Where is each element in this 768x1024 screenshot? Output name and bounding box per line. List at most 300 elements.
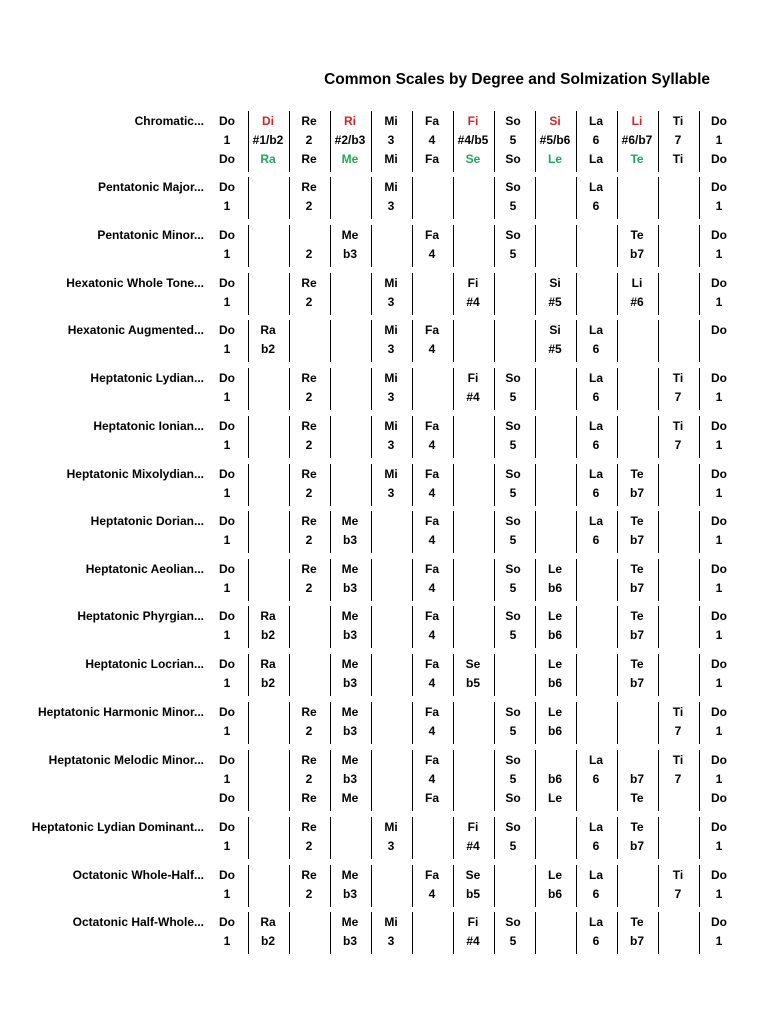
column-divider <box>371 511 372 553</box>
solfege-syllable: Do <box>219 323 235 337</box>
scale-name: Heptatonic Lydian... <box>90 371 204 385</box>
column-divider <box>576 702 577 744</box>
solfege-syllable: Do <box>711 609 727 623</box>
scale-degree: #4 <box>466 390 480 404</box>
scale-degree: 1 <box>223 839 231 853</box>
scale-degree: 1 <box>223 342 231 356</box>
column-divider <box>576 654 577 696</box>
solfege-syllable: Ti <box>672 753 684 767</box>
solfege-syllable: Me <box>341 791 359 805</box>
solfege-syllable: So <box>505 371 521 385</box>
column-divider <box>453 416 454 458</box>
scale-degree: 6 <box>592 486 600 500</box>
column-divider <box>535 416 536 458</box>
column-divider <box>617 177 618 219</box>
scale-degree: 3 <box>387 486 395 500</box>
solfege-syllable: Re <box>301 276 317 290</box>
solfege-syllable: Me <box>341 705 359 719</box>
solfege-syllable: Le <box>547 152 562 166</box>
scale-degree: b5 <box>465 676 480 690</box>
column-divider <box>371 225 372 267</box>
solfege-syllable: Le <box>547 791 562 805</box>
solfege-syllable: La <box>588 467 603 481</box>
scale-degree: 2 <box>305 438 313 452</box>
scale-degree: 6 <box>592 887 600 901</box>
solfege-syllable: Ra <box>260 152 276 166</box>
solfege-syllable: Do <box>711 114 727 128</box>
solfege-syllable: Te <box>630 228 644 242</box>
scale-degree: 5 <box>509 390 517 404</box>
solfege-syllable: Re <box>301 753 317 767</box>
solfege-syllable: Li <box>631 114 643 128</box>
scale-degree: 1 <box>715 533 723 547</box>
solfege-syllable: Re <box>301 180 317 194</box>
scale-degree: 6 <box>592 342 600 356</box>
scale-name: Heptatonic Lydian Dominant... <box>31 820 204 834</box>
scale-degree: b6 <box>547 887 562 901</box>
scale-degree: 4 <box>428 486 436 500</box>
column-divider <box>248 559 249 601</box>
scale-degree: 5 <box>509 486 517 500</box>
scale-degree: 6 <box>592 934 600 948</box>
scale-degree: 5 <box>509 133 517 147</box>
solfege-syllable: Re <box>301 152 317 166</box>
scale-degree: 1 <box>223 628 231 642</box>
scale-degree: #4 <box>466 934 480 948</box>
scale-degree: 4 <box>428 533 436 547</box>
solfege-syllable: Re <box>301 419 317 433</box>
scale-name: Octatonic Half-Whole... <box>72 915 204 929</box>
scale-degree: 3 <box>387 133 395 147</box>
scale-degree: 2 <box>305 295 313 309</box>
scale-degree: b7 <box>629 247 644 261</box>
solfege-syllable: So <box>505 419 521 433</box>
solfege-syllable: Me <box>341 753 359 767</box>
column-divider <box>248 273 249 315</box>
scale-degree: b3 <box>342 772 357 786</box>
solfege-syllable: Mi <box>384 180 398 194</box>
scale-degree: b3 <box>342 887 357 901</box>
solfege-syllable: Fa <box>424 868 439 882</box>
scale-degree: 1 <box>715 199 723 213</box>
scale-degree: b7 <box>629 628 644 642</box>
solfege-syllable: Do <box>219 152 235 166</box>
solfege-syllable: Se <box>465 657 481 671</box>
solfege-syllable: So <box>505 753 521 767</box>
column-divider <box>412 273 413 315</box>
solfege-syllable: Do <box>219 562 235 576</box>
solfege-syllable: Me <box>341 514 359 528</box>
solfege-syllable: Fa <box>424 323 439 337</box>
solfege-syllable: Si <box>549 114 561 128</box>
scale-degree: 1 <box>223 533 231 547</box>
scale-degree: b7 <box>629 533 644 547</box>
solfege-syllable: Do <box>219 180 235 194</box>
solfege-syllable: La <box>588 868 603 882</box>
scale-degree: 4 <box>428 247 436 261</box>
scale-degree: #4 <box>466 839 480 853</box>
scale-degree: 1 <box>715 676 723 690</box>
scale-degree: 7 <box>674 133 682 147</box>
solfege-syllable: Le <box>547 609 562 623</box>
scale-degree: 4 <box>428 772 436 786</box>
scale-degree: #1/b2 <box>252 133 284 147</box>
scale-degree: 6 <box>592 199 600 213</box>
solfege-syllable: Me <box>341 915 359 929</box>
solfege-syllable: Mi <box>384 419 398 433</box>
column-divider <box>535 912 536 954</box>
solfege-syllable: Do <box>711 705 727 719</box>
column-divider <box>658 177 659 219</box>
scale-name: Heptatonic Melodic Minor... <box>48 753 204 767</box>
solfege-syllable: Se <box>465 868 481 882</box>
column-divider <box>494 654 495 696</box>
solfege-syllable: So <box>505 180 521 194</box>
scale-degree: 7 <box>674 887 682 901</box>
solfege-syllable: Me <box>341 228 359 242</box>
column-divider <box>535 817 536 859</box>
scale-degree: 2 <box>305 199 313 213</box>
column-divider <box>330 320 331 362</box>
scale-name: Heptatonic Dorian... <box>90 514 204 528</box>
solfege-syllable: Di <box>262 114 274 128</box>
column-divider <box>617 865 618 907</box>
column-divider <box>412 368 413 410</box>
scale-degree: 4 <box>428 133 436 147</box>
scale-name: Pentatonic Major... <box>97 180 204 194</box>
scale-degree: 5 <box>509 724 517 738</box>
solfege-syllable: Mi <box>384 114 398 128</box>
scale-degree: 1 <box>715 438 723 452</box>
scale-degree: 4 <box>428 724 436 738</box>
solfege-syllable: Do <box>219 657 235 671</box>
solfege-syllable: Do <box>711 152 727 166</box>
scale-degree: b6 <box>547 581 562 595</box>
solfege-syllable: Te <box>630 514 644 528</box>
column-divider <box>289 606 290 648</box>
scale-degree: b3 <box>342 533 357 547</box>
column-divider <box>371 606 372 648</box>
scale-degree: b3 <box>342 628 357 642</box>
solfege-syllable: So <box>505 915 521 929</box>
scale-degree: b7 <box>629 486 644 500</box>
solfege-syllable: Do <box>219 371 235 385</box>
scale-degree: 1 <box>223 295 231 309</box>
solfege-syllable: Ti <box>672 371 684 385</box>
column-divider <box>494 273 495 315</box>
column-divider <box>535 225 536 267</box>
solfege-syllable: La <box>588 323 603 337</box>
column-divider <box>453 606 454 648</box>
solfege-syllable: Do <box>711 467 727 481</box>
column-divider <box>453 225 454 267</box>
column-divider <box>371 702 372 744</box>
solfege-syllable: Fi <box>467 915 479 929</box>
solfege-syllable: Do <box>219 514 235 528</box>
column-divider <box>371 559 372 601</box>
solfege-syllable: Do <box>711 820 727 834</box>
solfege-syllable: Do <box>711 514 727 528</box>
scale-name: Heptatonic Harmonic Minor... <box>37 705 204 719</box>
column-divider <box>576 225 577 267</box>
solfege-syllable: Re <box>301 868 317 882</box>
scale-degree: b2 <box>260 342 275 356</box>
solfege-syllable: Ti <box>672 152 684 166</box>
column-divider <box>535 368 536 410</box>
scale-degree: 5 <box>509 628 517 642</box>
solfege-syllable: Fi <box>467 371 479 385</box>
column-divider <box>453 177 454 219</box>
solfege-syllable: Do <box>219 609 235 623</box>
scale-degree: 3 <box>387 295 395 309</box>
solfege-syllable: Re <box>301 371 317 385</box>
scale-degree: 3 <box>387 390 395 404</box>
scale-degree: b3 <box>342 676 357 690</box>
scale-degree: 1 <box>715 581 723 595</box>
solfege-syllable: Te <box>630 609 644 623</box>
solfege-syllable: Re <box>301 820 317 834</box>
scale-degree: 1 <box>223 724 231 738</box>
solfege-syllable: La <box>588 180 603 194</box>
column-divider <box>658 817 659 859</box>
scale-degree: 2 <box>305 887 313 901</box>
solfege-syllable: Si <box>549 276 561 290</box>
scale-degree: b2 <box>260 934 275 948</box>
scale-degree: 2 <box>305 839 313 853</box>
scale-degree: 2 <box>305 247 313 261</box>
scale-degree: b6 <box>547 676 562 690</box>
column-divider <box>535 177 536 219</box>
solfege-syllable: Te <box>630 562 644 576</box>
scale-degree: 1 <box>223 676 231 690</box>
solfege-syllable: So <box>505 514 521 528</box>
column-divider <box>617 702 618 744</box>
scale-degree: b3 <box>342 724 357 738</box>
solfege-syllable: Te <box>630 915 644 929</box>
scale-degree: #4/b5 <box>457 133 489 147</box>
solfege-syllable: Fa <box>424 419 439 433</box>
scale-degree: 2 <box>305 133 313 147</box>
scale-degree: 1 <box>715 628 723 642</box>
column-divider <box>576 606 577 648</box>
scale-degree: b7 <box>629 934 644 948</box>
scale-name: Heptatonic Locrian... <box>85 657 204 671</box>
solfege-syllable: Te <box>630 791 644 805</box>
solfege-syllable: Do <box>711 868 727 882</box>
solfege-syllable: So <box>505 467 521 481</box>
solfege-syllable: Mi <box>384 276 398 290</box>
solfege-syllable: Fa <box>424 791 439 805</box>
scale-degree: 6 <box>592 390 600 404</box>
solfege-syllable: Do <box>711 323 727 337</box>
column-divider <box>248 225 249 267</box>
column-divider <box>658 912 659 954</box>
solfege-syllable: So <box>505 562 521 576</box>
solfege-syllable: Do <box>219 705 235 719</box>
solfege-syllable: Do <box>711 562 727 576</box>
solfege-syllable: Si <box>549 323 561 337</box>
scale-degree: 4 <box>428 628 436 642</box>
solfege-syllable: Do <box>711 276 727 290</box>
scale-name: Chromatic... <box>134 114 204 128</box>
column-divider <box>248 750 249 811</box>
column-divider <box>658 559 659 601</box>
scale-name: Pentatonic Minor... <box>97 228 204 242</box>
solfege-syllable: La <box>588 114 603 128</box>
scale-degree: 1 <box>715 839 723 853</box>
scale-degree: 1 <box>223 199 231 213</box>
solfege-syllable: Fa <box>424 562 439 576</box>
solfege-syllable: Mi <box>384 323 398 337</box>
scale-degree: 1 <box>715 133 723 147</box>
solfege-syllable: So <box>505 152 521 166</box>
solfege-syllable: Do <box>711 753 727 767</box>
column-divider <box>248 177 249 219</box>
scale-degree: 5 <box>509 839 517 853</box>
column-divider <box>412 177 413 219</box>
solfege-syllable: Ra <box>260 915 276 929</box>
solfege-syllable: Mi <box>384 915 398 929</box>
solfege-syllable: Do <box>219 791 235 805</box>
scale-degree: b2 <box>260 676 275 690</box>
scale-degree: 6 <box>592 438 600 452</box>
scale-degree: 2 <box>305 533 313 547</box>
solfege-syllable: Fa <box>424 609 439 623</box>
scale-degree: 7 <box>674 390 682 404</box>
scale-degree: 6 <box>592 533 600 547</box>
solfege-syllable: La <box>588 753 603 767</box>
column-divider <box>658 273 659 315</box>
scale-degree: 3 <box>387 839 395 853</box>
column-divider <box>658 225 659 267</box>
scale-degree: b5 <box>465 887 480 901</box>
solfege-syllable: Ra <box>260 609 276 623</box>
scale-name: Heptatonic Phyrgian... <box>77 609 204 623</box>
column-divider <box>248 416 249 458</box>
scale-degree: 1 <box>715 887 723 901</box>
solfege-syllable: Do <box>711 228 727 242</box>
solfege-syllable: La <box>588 915 603 929</box>
scale-degree: #5/b6 <box>539 133 571 147</box>
column-divider <box>617 320 618 362</box>
scale-degree: 1 <box>223 486 231 500</box>
solfege-syllable: Me <box>341 868 359 882</box>
scale-degree: 1 <box>715 295 723 309</box>
scale-degree: 1 <box>223 581 231 595</box>
scale-degree: 6 <box>592 839 600 853</box>
solfege-syllable: Ra <box>260 323 276 337</box>
scale-degree: 5 <box>509 438 517 452</box>
scale-degree: #5 <box>548 295 562 309</box>
column-divider <box>658 320 659 362</box>
scale-degree: b7 <box>629 676 644 690</box>
solfege-syllable: Le <box>547 657 562 671</box>
column-divider <box>412 912 413 954</box>
solfege-syllable: Do <box>219 753 235 767</box>
solfege-syllable: Mi <box>384 820 398 834</box>
solfege-syllable: Te <box>630 467 644 481</box>
solfege-syllable: Me <box>341 609 359 623</box>
scale-degree: 5 <box>509 772 517 786</box>
solfege-syllable: Se <box>465 152 481 166</box>
column-divider <box>330 273 331 315</box>
column-divider <box>453 559 454 601</box>
solfege-syllable: La <box>588 820 603 834</box>
solfege-syllable: Me <box>341 152 359 166</box>
column-divider <box>617 368 618 410</box>
column-divider <box>453 750 454 811</box>
solfege-syllable: Te <box>630 820 644 834</box>
solfege-syllable: Do <box>711 180 727 194</box>
solfege-syllable: Fa <box>424 657 439 671</box>
solfege-syllable: La <box>588 371 603 385</box>
solfege-syllable: Do <box>219 868 235 882</box>
solfege-syllable: Le <box>547 562 562 576</box>
scale-degree: 1 <box>715 247 723 261</box>
solfege-syllable: So <box>505 609 521 623</box>
scale-degree: 4 <box>428 342 436 356</box>
solfege-syllable: Do <box>219 114 235 128</box>
scale-degree: 4 <box>428 581 436 595</box>
scale-degree: 2 <box>305 772 313 786</box>
scale-degree: 5 <box>509 247 517 261</box>
scale-degree: #6/b7 <box>621 133 653 147</box>
solfege-syllable: Ra <box>260 657 276 671</box>
solfege-syllable: Do <box>711 791 727 805</box>
scale-degree: #2/b3 <box>334 133 366 147</box>
solfege-syllable: So <box>505 820 521 834</box>
scale-name: Heptatonic Mixolydian... <box>66 467 204 481</box>
column-divider <box>453 464 454 506</box>
scale-degree: b7 <box>629 581 644 595</box>
solfege-syllable: Re <box>301 114 317 128</box>
column-divider <box>289 912 290 954</box>
column-divider <box>289 654 290 696</box>
solfege-syllable: Re <box>301 705 317 719</box>
column-divider <box>494 320 495 362</box>
solfege-syllable: La <box>588 514 603 528</box>
scale-degree: 4 <box>428 438 436 452</box>
scale-degree: 4 <box>428 676 436 690</box>
column-divider <box>617 416 618 458</box>
solfege-syllable: Do <box>219 820 235 834</box>
solfege-syllable: Ti <box>672 705 684 719</box>
solfege-syllable: Do <box>219 419 235 433</box>
solfege-syllable: Ti <box>672 114 684 128</box>
scale-degree: 1 <box>715 772 723 786</box>
solfege-syllable: Me <box>341 562 359 576</box>
column-divider <box>576 559 577 601</box>
scale-degree: 1 <box>223 133 231 147</box>
scale-degree: 2 <box>305 390 313 404</box>
solfege-syllable: Te <box>630 152 644 166</box>
column-divider <box>535 511 536 553</box>
scale-degree: 6 <box>592 772 600 786</box>
scale-degree: b2 <box>260 628 275 642</box>
scale-degree: b3 <box>342 247 357 261</box>
solfege-syllable: La <box>588 419 603 433</box>
solfege-syllable: Li <box>631 276 643 290</box>
scale-degree: #6 <box>630 295 644 309</box>
column-divider <box>248 865 249 907</box>
scale-degree: #4 <box>466 295 480 309</box>
column-divider <box>330 416 331 458</box>
solfege-syllable: Fi <box>467 114 479 128</box>
scale-degree: 6 <box>592 133 600 147</box>
column-divider <box>453 702 454 744</box>
column-divider <box>248 464 249 506</box>
column-divider <box>658 654 659 696</box>
